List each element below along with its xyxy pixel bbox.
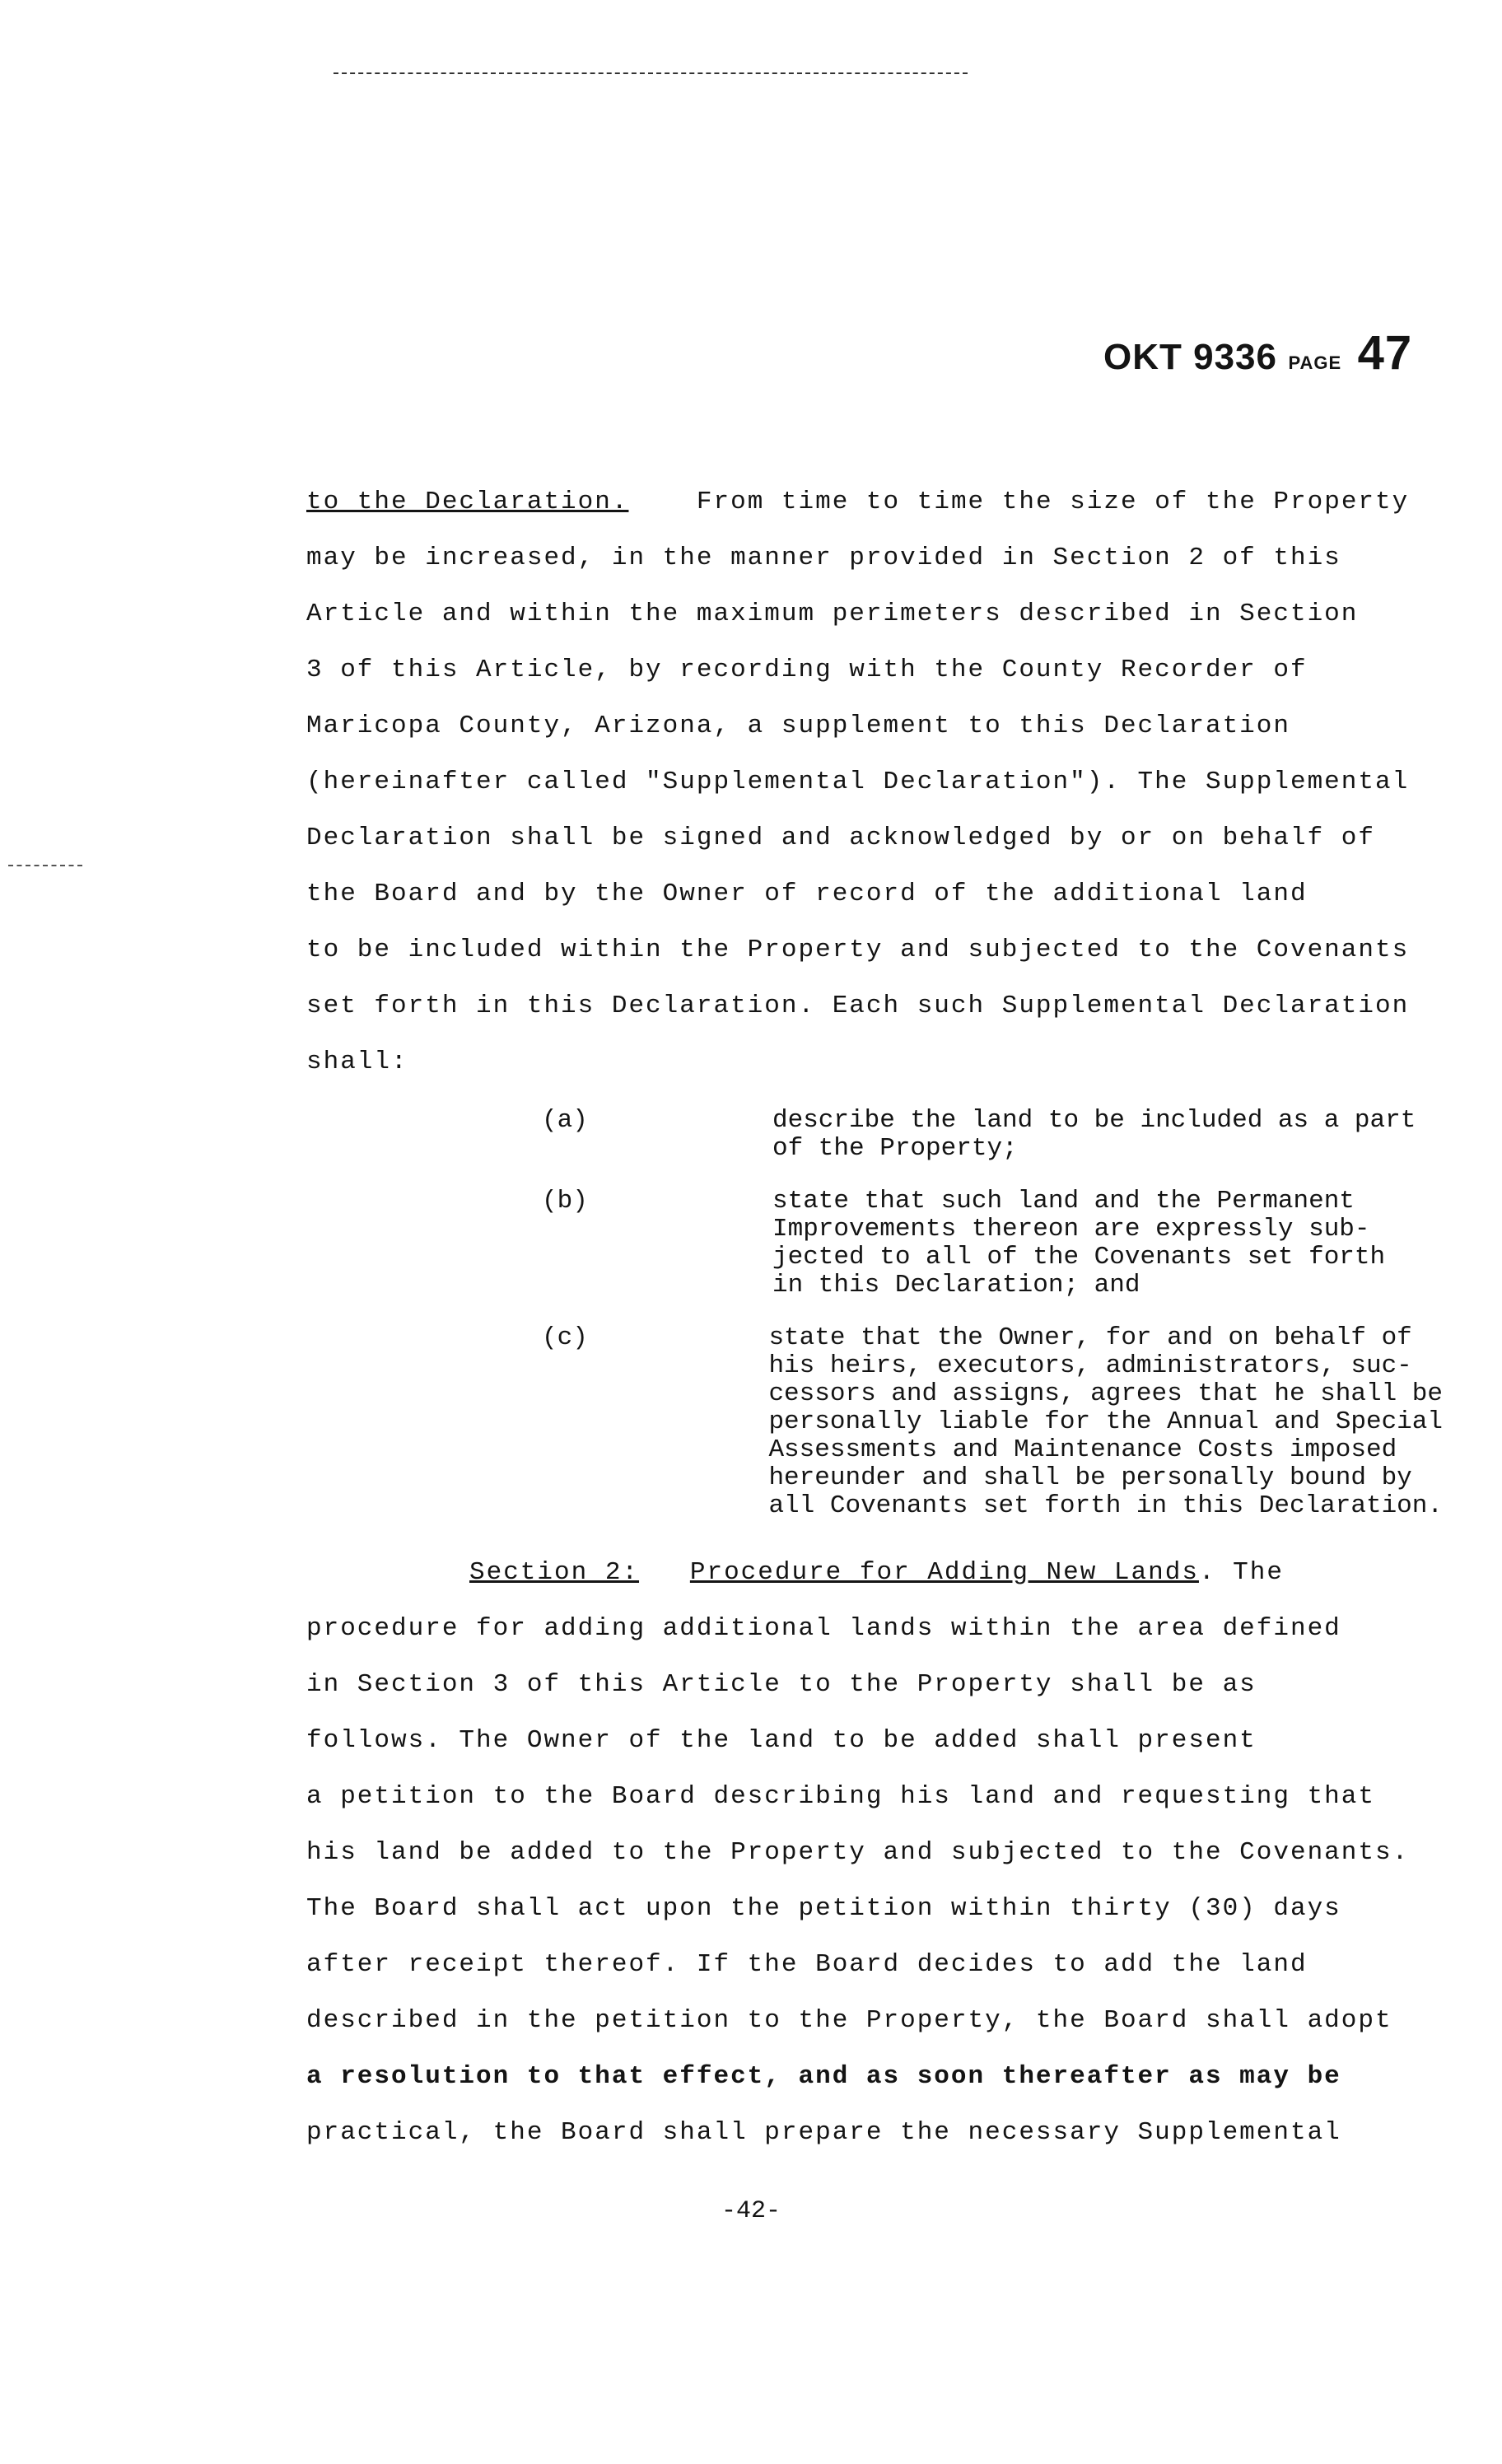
paragraph-line: set forth in this Declaration. Each such Supplemental Declaration xyxy=(306,992,1410,1020)
book-stamp: OKT 9336 xyxy=(1103,337,1277,377)
sub-item-text xyxy=(772,1188,1385,1300)
sub-item-marker: (c) xyxy=(542,1323,588,1352)
paragraph-line: procedure for adding additional lands within the area defined xyxy=(306,1614,1341,1643)
paragraph-line: after receipt thereof. If the Board decides to add the land xyxy=(306,1950,1308,1979)
section-label: Section 2: xyxy=(469,1558,640,1587)
sub-item-line: Assessments and Maintenance Costs imposed xyxy=(768,1435,1397,1464)
declaration-reference: to the Declaration. xyxy=(306,488,629,516)
sub-item-marker: (a) xyxy=(542,1106,588,1135)
sub-item-line: state that the Owner, for and on behalf of xyxy=(768,1323,1412,1352)
paragraph-line: to be included within the Property and subjected to the Covenants xyxy=(306,936,1410,964)
page-number: -42- xyxy=(721,2197,781,2225)
document-body xyxy=(306,474,1443,2161)
sub-item-line: state that such land and the Permanent xyxy=(772,1187,1355,1216)
sub-item-line: Improvements thereon are expressly sub- xyxy=(772,1215,1370,1244)
sub-item-line: in this Declaration; and xyxy=(772,1271,1140,1300)
sub-item-line: describe the land to be included as a part xyxy=(772,1106,1416,1135)
paragraph-line: Declaration shall be signed and acknowledged by or on behalf of xyxy=(306,824,1375,852)
paragraph-line: shall: xyxy=(306,1048,408,1076)
section-heading-tail: . The xyxy=(1198,1558,1284,1587)
section-2 xyxy=(306,1545,1443,2161)
margin-mark xyxy=(8,865,82,866)
paragraph-line: (hereinafter called "Supplemental Declaration"). The Supplemental xyxy=(306,768,1410,796)
paragraph-line xyxy=(306,474,1443,530)
paragraph-line: Article and within the maximum perimeters described in Section xyxy=(306,600,1359,628)
paragraph-line: his land be added to the Property and subjected to the Covenants. xyxy=(306,1838,1410,1867)
paragraph-line: in Section 3 of this Article to the Property shall be as xyxy=(306,1670,1257,1699)
recording-stamp xyxy=(1103,325,1412,380)
sub-item-line: jected to all of the Covenants set forth xyxy=(772,1243,1386,1272)
paragraph-line: follows. The Owner of the land to be added shall present xyxy=(306,1726,1257,1755)
paragraph-line: Maricopa County, Arizona, a supplement to this Declaration xyxy=(306,712,1290,740)
sub-item-c xyxy=(306,1324,1443,1520)
sub-item-line: of the Property; xyxy=(772,1134,1018,1163)
sub-item-a xyxy=(306,1107,1443,1163)
sub-item-line: all Covenants set forth in this Declaration. xyxy=(768,1491,1443,1520)
paragraph-line: described in the petition to the Property, the Board shall adopt xyxy=(306,2006,1392,2035)
header-rule xyxy=(334,72,968,74)
sub-item-marker: (b) xyxy=(542,1187,588,1216)
paragraph-line: practical, the Board shall prepare the necessary Supplemental xyxy=(306,2118,1341,2147)
paragraph-line-text: From time to time the size of the Property xyxy=(696,488,1410,516)
sub-item-line: cessors and assigns, agrees that he shall be xyxy=(768,1379,1443,1408)
sub-item-line: hereunder and shall be personally bound by xyxy=(768,1463,1412,1492)
sub-item-text xyxy=(772,1107,1416,1163)
section-title: Procedure for Adding New Lands xyxy=(689,1558,1199,1587)
paragraph-line: The Board shall act upon the petition within thirty (30) days xyxy=(306,1894,1341,1923)
sub-item-line: personally liable for the Annual and Special xyxy=(768,1407,1443,1436)
sub-item-line: his heirs, executors, administrators, suc- xyxy=(768,1351,1412,1380)
sub-item-b xyxy=(306,1188,1443,1300)
sub-item-text xyxy=(768,1324,1443,1520)
sub-item-list xyxy=(306,1107,1443,1520)
paragraph-line: the Board and by the Owner of record of the additional land xyxy=(306,880,1308,908)
page-stamp-label: PAGE xyxy=(1288,352,1342,373)
paragraph-line: 3 of this Article, by recording with the County Recorder of xyxy=(306,656,1308,684)
page-stamp-number: 47 xyxy=(1357,326,1413,380)
section-heading xyxy=(306,1545,1443,1601)
paragraph-line: may be increased, in the manner provided in Section 2 of this xyxy=(306,544,1341,572)
paragraph-line: a petition to the Board describing his land and requesting that xyxy=(306,1782,1375,1811)
paragraph-line: a resolution to that effect, and as soon thereafter as may be xyxy=(306,2062,1341,2091)
